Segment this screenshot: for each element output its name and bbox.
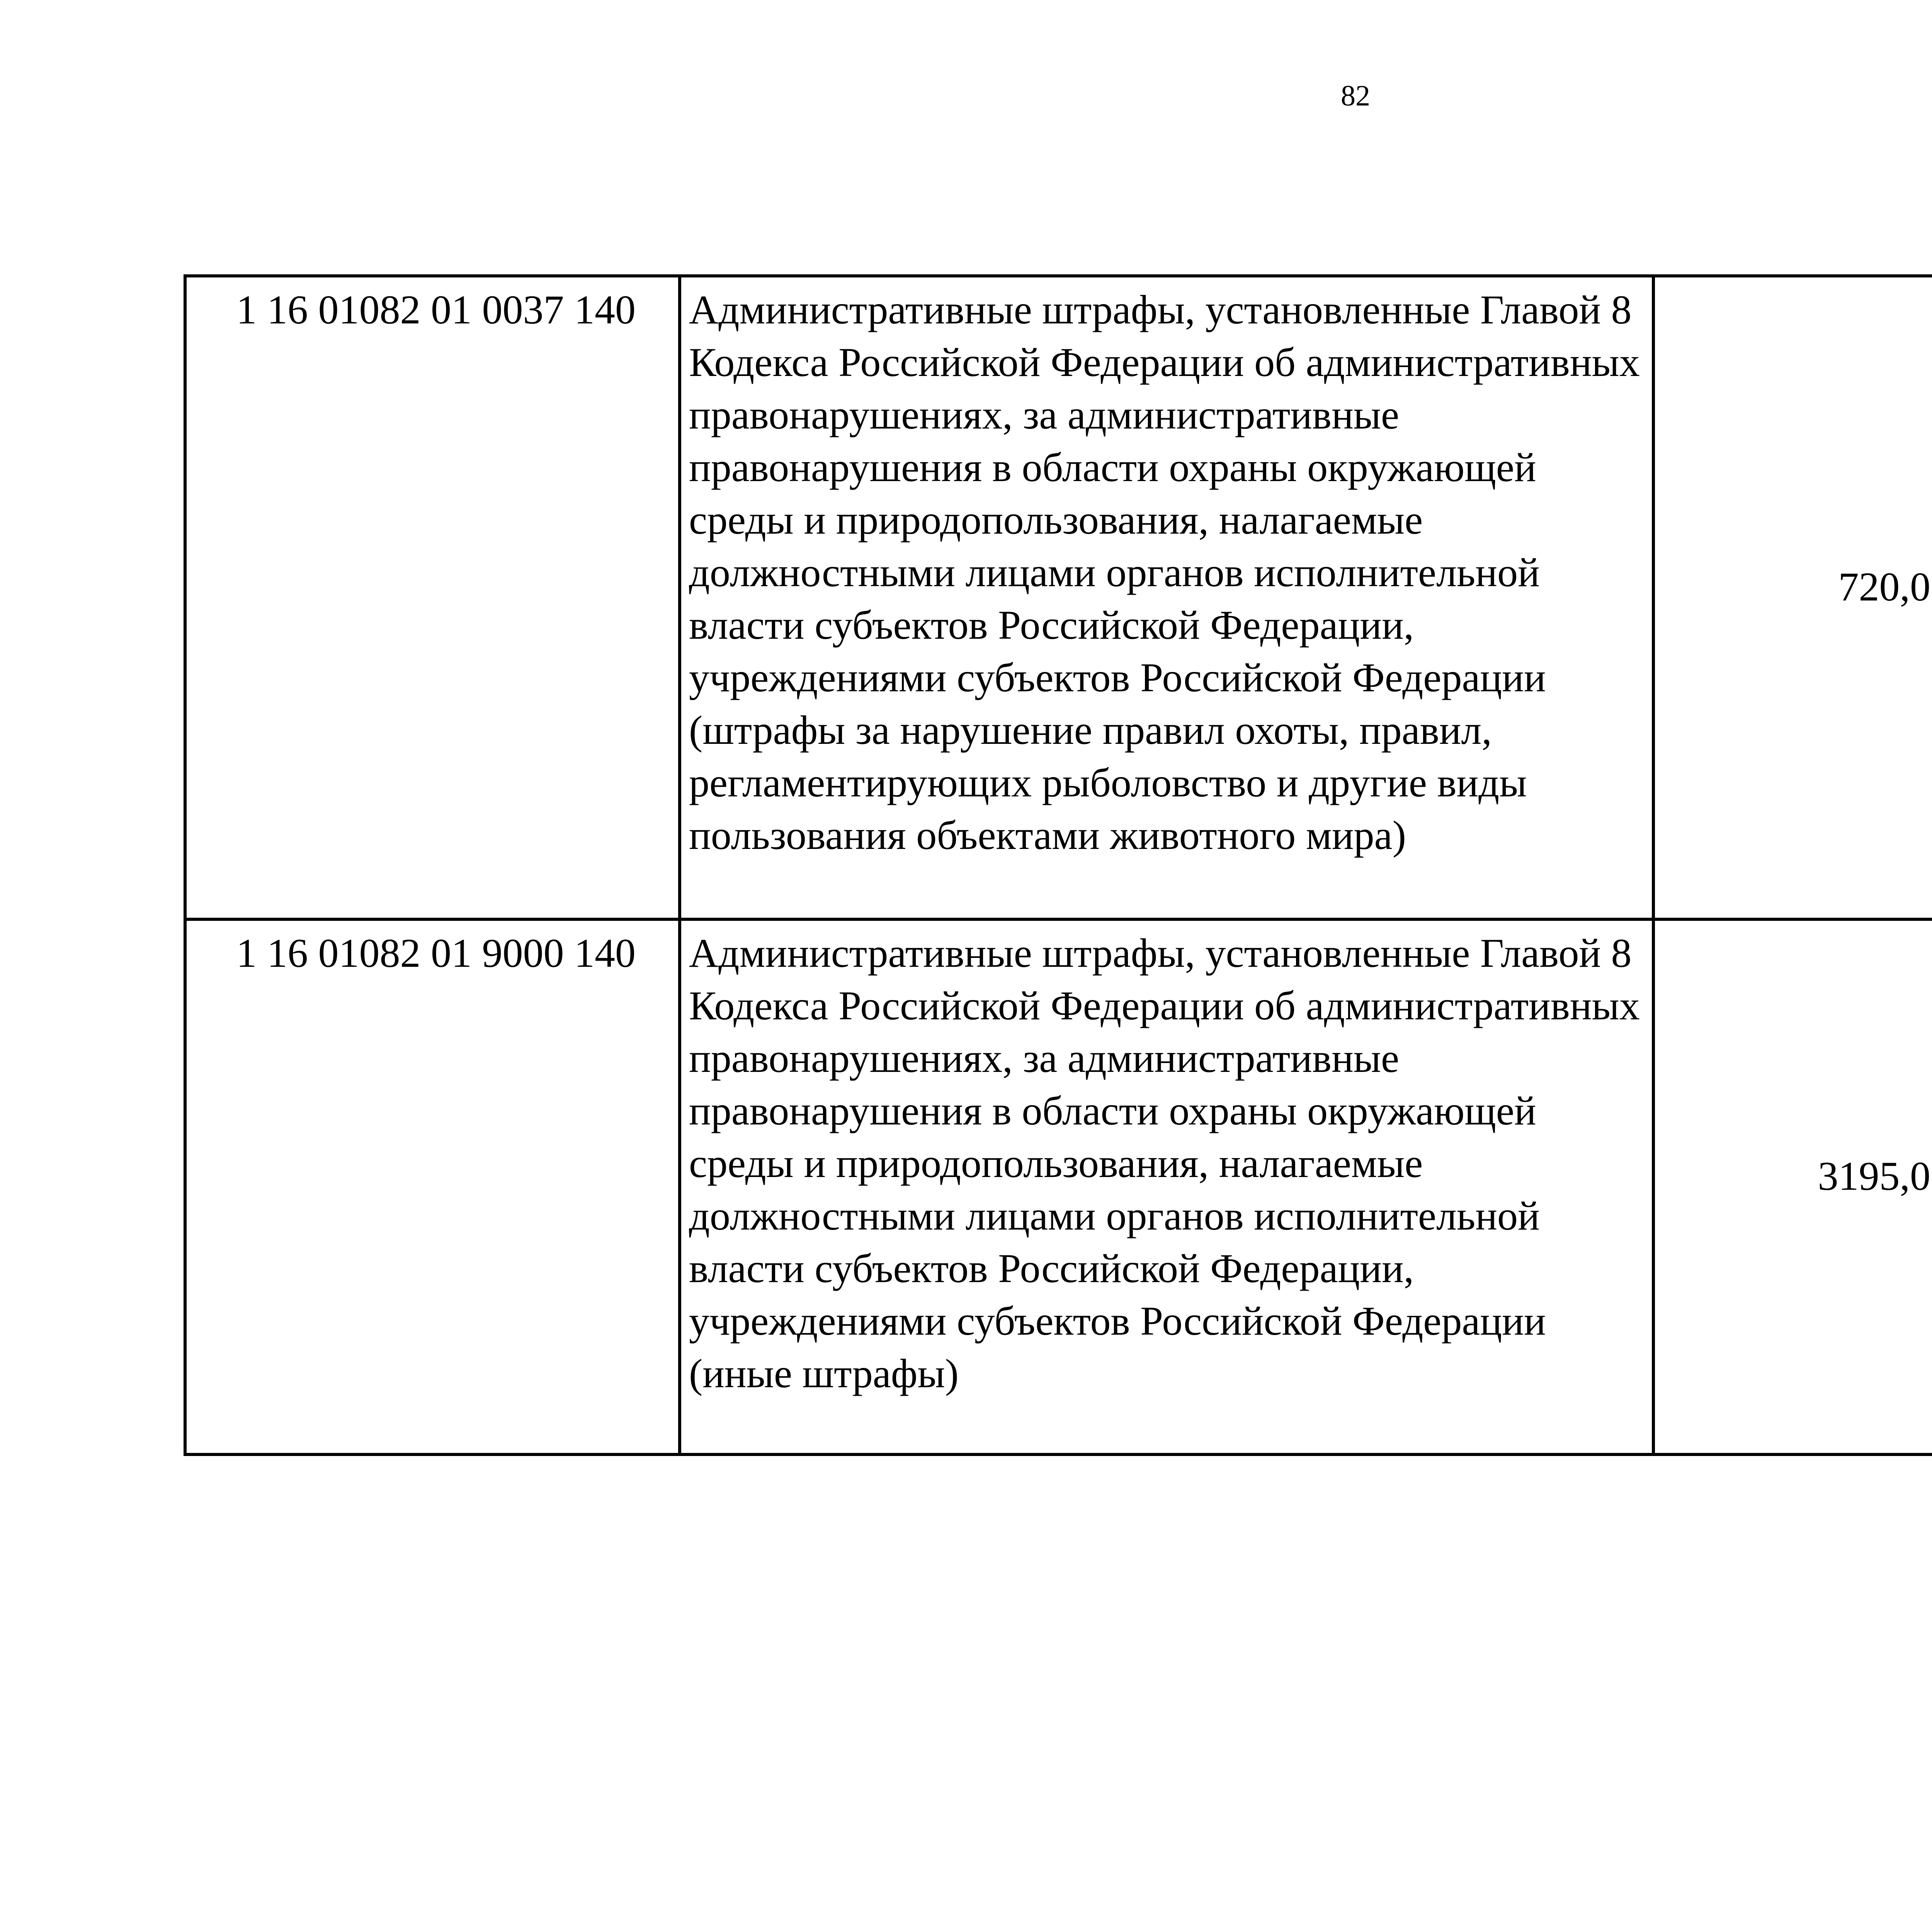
description-cell [680,919,1653,1454]
revenue-description: Административные штрафы, установленные Главой 8 Кодекса Российской Федерации об административных правонарушениях, за административные правонарушения в области охраны окружающей среды и природопользования, налагаемые должностными лицами органов исполнительной власти субъектов Российской Федерации, учреждениями субъектов Российской Федерации (штрафы за нарушение правил охоты, правил, регламентирующих рыболовство и другие виды пользования объектами животного мира) [689,287,1640,858]
table-row [185,919,1932,1454]
budget-code-cell [185,276,680,919]
amount-cell-year-1 [1653,919,1932,1454]
budget-code: 1 16 01082 01 9000 140 [236,930,636,976]
budget-code-cell [185,919,680,1454]
budget-code: 1 16 01082 01 0037 140 [236,287,636,332]
budget-revenue-table [184,274,1932,1456]
description-cell [680,276,1653,919]
amount-value: 720,0 [1838,564,1930,609]
revenue-description: Административные штрафы, установленные Главой 8 Кодекса Российской Федерации об административных правонарушениях, за административные правонарушения в области охраны окружающей среды и природопользования, налагаемые должностными лицами органов исполнительной власти субъектов Российской Федерации, учреждениями субъектов Российской Федерации (иные штрафы) [689,930,1640,1396]
amount-cell-year-1 [1653,276,1932,919]
amount-value: 3195,0 [1818,1153,1930,1199]
page-number: 82 [1341,80,1370,112]
table-row [185,276,1932,919]
